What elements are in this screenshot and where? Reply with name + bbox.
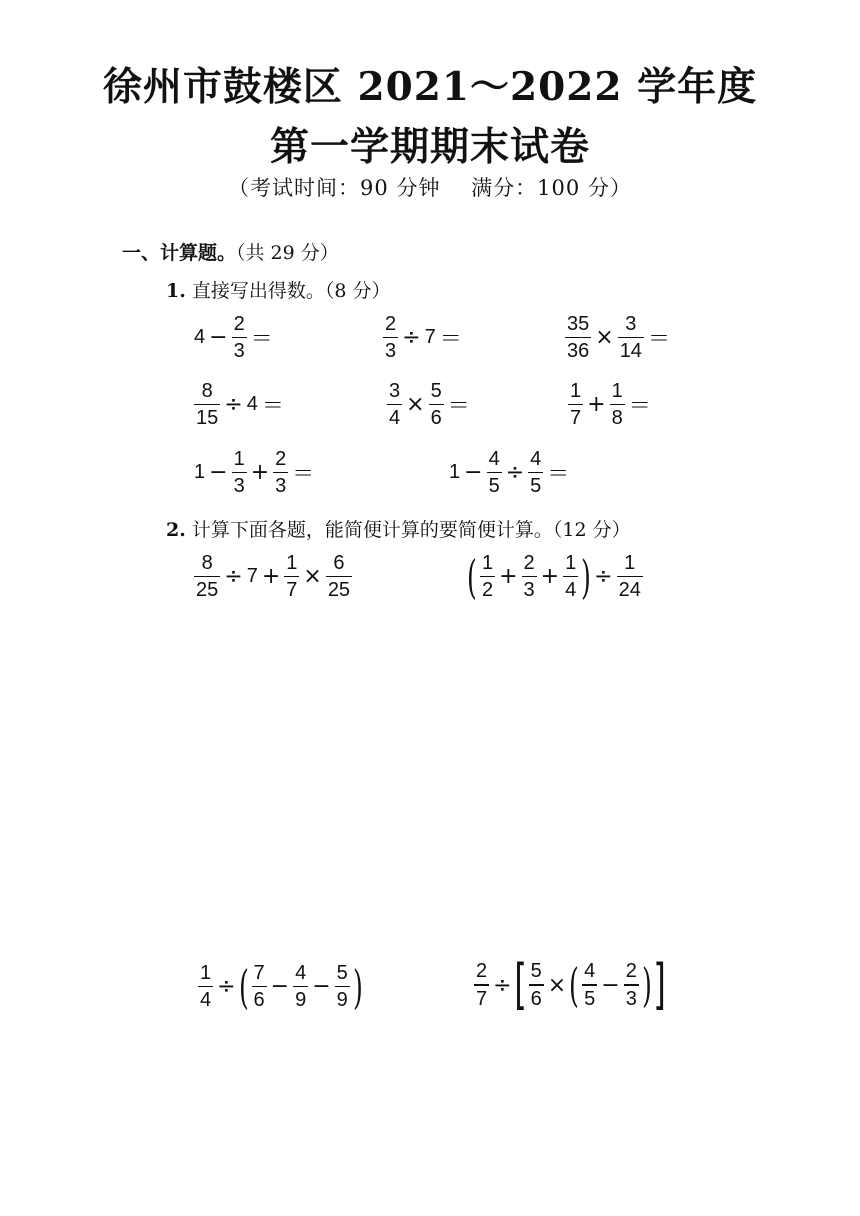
left-paren: ( bbox=[467, 549, 477, 604]
fraction bbox=[617, 553, 643, 600]
fraction bbox=[198, 963, 213, 1010]
exam-info: （考试时间：90 分钟 满分：100 分） bbox=[228, 176, 632, 200]
plus-sign: + bbox=[499, 564, 518, 590]
equals-sign: ＝ bbox=[261, 394, 284, 420]
fraction bbox=[487, 449, 502, 496]
integer: 4 bbox=[194, 326, 206, 349]
equals-sign: ＝ bbox=[292, 462, 315, 488]
denominator: 6 bbox=[530, 987, 542, 1010]
numerator: 1 bbox=[286, 552, 298, 574]
right-paren: ) bbox=[352, 959, 363, 1014]
numerator: 4 bbox=[584, 960, 596, 983]
numerator: 2 bbox=[275, 448, 287, 470]
denominator: 5 bbox=[584, 987, 596, 1010]
numerator: 6 bbox=[333, 552, 345, 574]
fraction bbox=[522, 553, 537, 600]
divide-sign: ÷ bbox=[493, 972, 512, 998]
question-2-text: 计算下面各题，能简便计算的要简便计算。 bbox=[191, 519, 553, 541]
denominator: 8 bbox=[611, 407, 623, 430]
q1-problem-2 bbox=[381, 314, 464, 361]
question-1-points: （8 分） bbox=[324, 280, 391, 302]
question-2-number: 2. bbox=[166, 519, 186, 541]
denominator: 6 bbox=[253, 989, 265, 1012]
times-sign: × bbox=[406, 392, 425, 418]
numerator: 1 bbox=[611, 380, 623, 402]
numerator: 3 bbox=[389, 380, 401, 402]
section-title: 一、计算题。 bbox=[122, 242, 237, 264]
numerator: 4 bbox=[530, 448, 542, 470]
equals-sign: ＝ bbox=[439, 327, 462, 353]
divide-sign: ÷ bbox=[224, 392, 243, 418]
denominator: 2 bbox=[481, 579, 494, 602]
section-points: （共 29 分） bbox=[236, 242, 339, 264]
equals-sign: ＝ bbox=[547, 462, 570, 488]
fraction bbox=[293, 963, 308, 1010]
q2-problem-1 bbox=[192, 553, 354, 600]
fraction bbox=[429, 381, 444, 428]
integer: 1 bbox=[449, 461, 461, 484]
right-paren: ) bbox=[641, 958, 652, 1012]
denominator: 25 bbox=[196, 579, 219, 602]
fraction bbox=[232, 314, 247, 361]
integer: 1 bbox=[194, 461, 206, 484]
right-bracket: ] bbox=[653, 953, 666, 1016]
numerator: 4 bbox=[488, 448, 500, 470]
numerator: 5 bbox=[430, 380, 442, 402]
fraction bbox=[326, 553, 352, 600]
equals-sign: ＝ bbox=[250, 327, 273, 353]
numerator: 1 bbox=[233, 448, 245, 470]
q1-problem-1 bbox=[192, 314, 275, 361]
plus-sign: + bbox=[540, 564, 560, 590]
numerator: 1 bbox=[200, 962, 212, 984]
q1-problem-6 bbox=[566, 381, 653, 428]
denominator: 4 bbox=[565, 579, 577, 602]
minus-sign: − bbox=[209, 325, 228, 351]
numerator: 1 bbox=[624, 552, 636, 574]
fraction bbox=[480, 553, 495, 600]
q1-problem-7 bbox=[192, 449, 316, 496]
numerator: 2 bbox=[233, 313, 245, 335]
q1-problem-5 bbox=[385, 381, 472, 428]
fraction bbox=[252, 963, 267, 1010]
section-heading bbox=[122, 238, 339, 265]
integer: 4 bbox=[246, 393, 258, 416]
denominator: 7 bbox=[476, 987, 488, 1010]
times-sign: × bbox=[547, 972, 567, 998]
fraction bbox=[387, 381, 402, 428]
equals-sign: ＝ bbox=[628, 394, 651, 420]
fraction bbox=[529, 961, 544, 1008]
numerator: 2 bbox=[385, 313, 397, 335]
denominator: 3 bbox=[625, 987, 637, 1010]
fraction bbox=[194, 381, 220, 428]
numerator: 4 bbox=[295, 962, 307, 984]
fraction bbox=[610, 381, 625, 428]
fraction bbox=[474, 961, 489, 1008]
minus-sign: − bbox=[270, 974, 290, 1000]
q2-problem-4 bbox=[472, 953, 666, 1016]
denominator: 3 bbox=[233, 340, 245, 363]
fraction bbox=[273, 449, 288, 496]
numerator: 3 bbox=[625, 313, 637, 335]
numerator: 2 bbox=[625, 960, 637, 983]
fraction bbox=[568, 381, 583, 428]
numerator: 8 bbox=[201, 552, 213, 574]
plus-sign: + bbox=[587, 392, 606, 418]
equals-sign: ＝ bbox=[447, 394, 470, 420]
fraction bbox=[582, 961, 597, 1008]
left-paren: ( bbox=[569, 958, 580, 1012]
denominator: 6 bbox=[430, 407, 442, 430]
numerator: 5 bbox=[336, 962, 348, 984]
denominator: 5 bbox=[530, 475, 542, 498]
numerator: 5 bbox=[530, 960, 542, 983]
numerator: 7 bbox=[253, 962, 265, 984]
denominator: 4 bbox=[389, 407, 401, 430]
integer: 7 bbox=[246, 565, 258, 588]
denominator: 5 bbox=[488, 475, 500, 498]
numerator: 1 bbox=[570, 380, 582, 402]
minus-sign: − bbox=[209, 460, 228, 486]
fraction bbox=[528, 449, 543, 496]
fraction bbox=[624, 961, 639, 1008]
question-2-points: （12 分） bbox=[552, 519, 631, 541]
denominator: 7 bbox=[570, 407, 582, 430]
integer: 7 bbox=[424, 326, 436, 349]
numerator: 2 bbox=[523, 552, 535, 574]
equals-sign: ＝ bbox=[647, 327, 670, 353]
fraction bbox=[383, 314, 398, 361]
denominator: 3 bbox=[233, 475, 245, 498]
divide-sign: ÷ bbox=[505, 460, 525, 486]
numerator: 1 bbox=[481, 552, 494, 574]
right-paren: ) bbox=[581, 549, 592, 604]
denominator: 15 bbox=[196, 407, 219, 430]
denominator: 14 bbox=[619, 340, 642, 363]
denominator: 9 bbox=[336, 989, 348, 1012]
numerator: 2 bbox=[476, 960, 488, 983]
divide-sign: ÷ bbox=[217, 974, 236, 1000]
q1-problem-8 bbox=[447, 449, 571, 496]
question-1-number: 1. bbox=[166, 280, 186, 302]
exam-title-line1: 徐州市鼓楼区 2021～2022 学年度 bbox=[102, 64, 758, 110]
question-1-text: 直接写出得数。 bbox=[191, 280, 325, 302]
q1-problem-3 bbox=[563, 314, 672, 361]
denominator: 3 bbox=[275, 475, 287, 498]
denominator: 36 bbox=[567, 340, 590, 363]
question-1-heading bbox=[166, 276, 391, 303]
fraction bbox=[232, 449, 247, 496]
numerator: 35 bbox=[567, 313, 590, 335]
denominator: 24 bbox=[618, 579, 641, 602]
minus-sign: − bbox=[464, 460, 483, 486]
fraction bbox=[194, 553, 220, 600]
denominator: 9 bbox=[295, 989, 307, 1012]
fraction bbox=[563, 553, 578, 600]
numerator: 8 bbox=[201, 380, 213, 402]
times-sign: × bbox=[595, 325, 614, 351]
fraction bbox=[565, 314, 591, 361]
divide-sign: ÷ bbox=[402, 325, 421, 351]
q1-problem-4 bbox=[192, 381, 286, 428]
fraction bbox=[284, 553, 299, 600]
times-sign: × bbox=[303, 564, 322, 590]
fraction bbox=[335, 963, 350, 1010]
minus-sign: − bbox=[312, 974, 331, 1000]
divide-sign: ÷ bbox=[594, 564, 613, 590]
question-2-heading bbox=[166, 515, 631, 542]
denominator: 4 bbox=[200, 989, 212, 1012]
minus-sign: − bbox=[601, 972, 620, 998]
denominator: 7 bbox=[286, 579, 298, 602]
denominator: 3 bbox=[385, 340, 397, 363]
left-bracket: [ bbox=[513, 953, 527, 1016]
exam-title-line2: 第一学期期末试卷 bbox=[269, 124, 590, 170]
q2-problem-2 bbox=[466, 549, 645, 604]
denominator: 25 bbox=[327, 579, 351, 602]
numerator: 1 bbox=[565, 552, 577, 574]
plus-sign: + bbox=[261, 564, 281, 590]
denominator: 3 bbox=[523, 579, 535, 602]
q2-problem-3 bbox=[196, 959, 364, 1014]
divide-sign: ÷ bbox=[224, 564, 243, 590]
left-paren: ( bbox=[238, 959, 249, 1014]
plus-sign: + bbox=[250, 460, 270, 486]
fraction bbox=[618, 314, 644, 361]
